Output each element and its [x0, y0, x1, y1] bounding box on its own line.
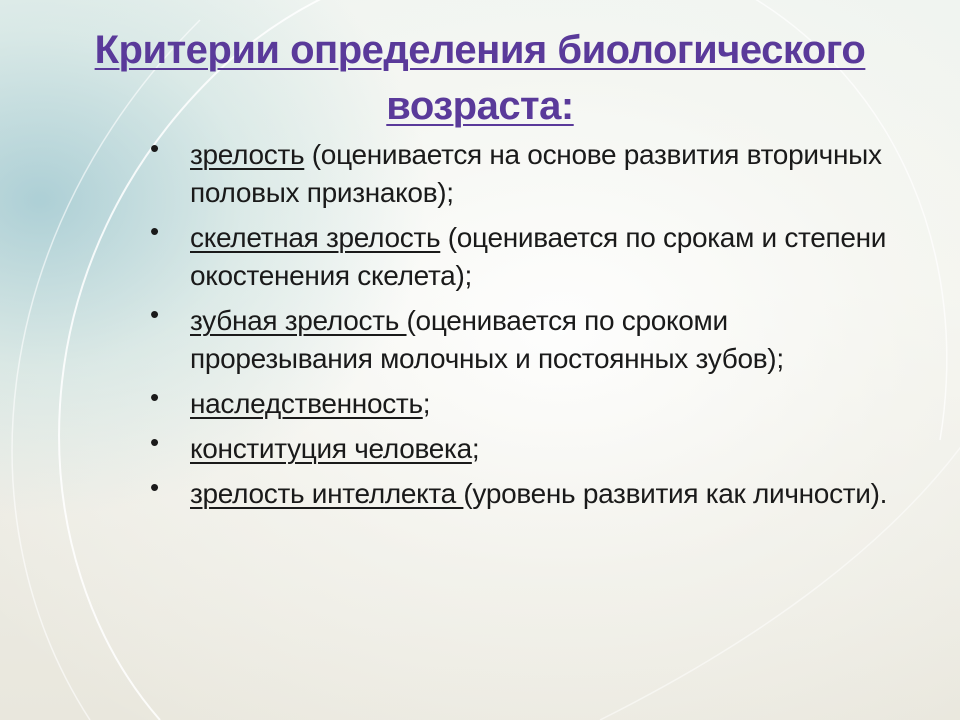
criterion-term: зрелость	[190, 139, 305, 170]
bullet-icon: •	[150, 472, 159, 502]
list-item	[150, 133, 910, 212]
criterion-description: (оценивается по срокам и степени окостенения скелета);	[190, 222, 887, 291]
title-line-2: возраста:	[386, 84, 574, 128]
list-item	[150, 472, 910, 513]
list-item	[150, 216, 910, 295]
criterion-description: (оценивается по срокоми прорезывания молочных и постоянных зубов);	[190, 305, 784, 374]
slide-title	[60, 22, 900, 134]
bullet-icon: •	[150, 299, 159, 329]
criteria-list	[150, 133, 910, 520]
bullet-icon: •	[150, 216, 159, 246]
list-item	[150, 427, 910, 468]
criterion-description: (уровень развития как личности).	[463, 478, 888, 509]
criterion-term: конституция человека	[190, 433, 472, 464]
criterion-description: (оценивается на основе развития вторичных половых признаков);	[190, 139, 882, 208]
criterion-description: ;	[471, 433, 480, 464]
list-item	[150, 382, 910, 423]
criterion-term: наследственность	[190, 388, 423, 419]
criterion-term: скелетная зрелость	[190, 222, 441, 253]
list-item	[150, 299, 910, 378]
criterion-term: зубная зрелость	[190, 305, 407, 336]
bullet-icon: •	[150, 427, 159, 457]
criterion-term: зрелость интеллекта	[190, 478, 464, 509]
title-line-1: Критерии определения биологического	[94, 28, 866, 72]
criterion-description: ;	[422, 388, 431, 419]
bullet-icon: •	[150, 382, 159, 412]
bullet-icon: •	[150, 133, 159, 163]
